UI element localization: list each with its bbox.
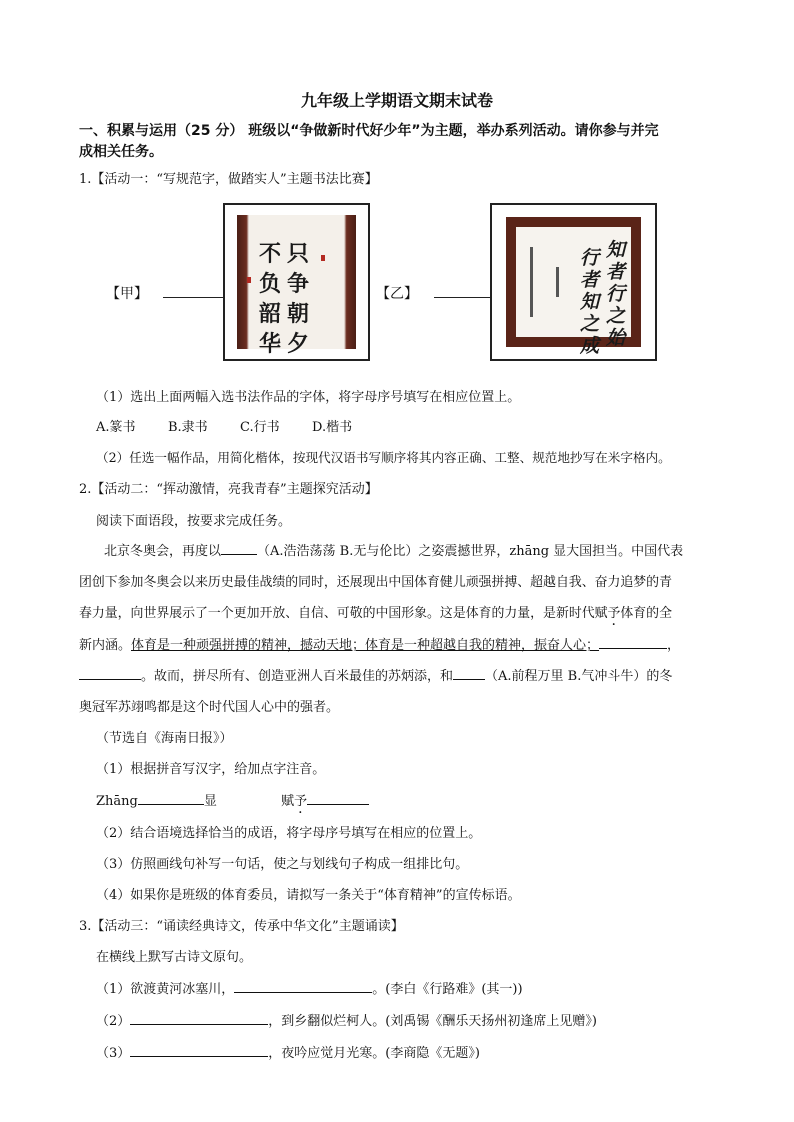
blank-idiom-1[interactable] (221, 540, 257, 555)
art-yi-char: 行 (606, 283, 626, 305)
art-yi-char: 知 (606, 239, 626, 261)
art-jia-char: 夕 (287, 331, 310, 357)
poem-line-1: （1）欲渡黄河冰塞川， 。(李白《行路难》(其一)) (96, 978, 523, 997)
answer-yu-pinyin[interactable] (307, 790, 369, 805)
q2-sub3: （3）仿照画线句补写一句话，使之与划线句子构成一组排比句。 (96, 857, 469, 872)
art-jia-char: 不 (259, 241, 282, 267)
page-title: 九年级上学期语文期末试卷 (300, 91, 493, 110)
answer-zhang[interactable] (138, 790, 204, 805)
dotted-char-yu: 予 (607, 606, 621, 621)
art-jia-char: 负 (259, 271, 282, 297)
section-heading-line1: 一、积累与运用（25 分） 班级以“争做新时代好少年”为主题，举办系列活动。请你参与并完 (79, 123, 659, 139)
blank-idiom-2[interactable] (453, 665, 485, 680)
passage-line3: 春力量，向世界展示了一个更加开放、自信、可敬的中国形象。这是体育的力量，是新时代赋予体育的全 (79, 606, 672, 621)
seal-stamp-icon (247, 277, 251, 283)
poem-line-3: （3） ，夜吟应觉月光寒。(李商隐《无题》) (96, 1042, 480, 1061)
art-jia-char: 只 (287, 241, 310, 267)
seal-stamp-icon (321, 255, 325, 261)
calligraphy-jia-image (223, 203, 370, 361)
inscription-mark (530, 247, 533, 317)
art-yi-char: 者 (606, 261, 626, 283)
q2-header: 2.【活动二：“挥动激情，亮我青春”主题探究活动】 (79, 482, 378, 497)
art-yi-char: 始 (606, 327, 626, 349)
art-jia-char: 争 (287, 271, 310, 297)
label-jia: 【甲】 (106, 286, 148, 302)
label-yi: 【乙】 (376, 286, 418, 302)
option-a: A.篆书 (96, 420, 136, 435)
art-jia-char: 朝 (287, 301, 310, 327)
art-yi-char: 行 (580, 247, 600, 269)
art-yi-char: 成 (580, 335, 600, 357)
inscription-mark (556, 267, 559, 297)
passage-line2: 团创下参加冬奥会以来历史最佳战绩的同时，还展现出中国体育健儿顽强拼搏、超越自我、奋力追梦的青 (79, 575, 672, 590)
option-c: C.行书 (240, 420, 280, 435)
answer-line-yi[interactable] (434, 297, 490, 298)
answer-line-jia[interactable] (163, 297, 223, 298)
option-b: B.隶书 (168, 420, 208, 435)
q2-sub2: （2）结合语境选择恰当的成语，将字母序号填写在相应的位置上。 (96, 826, 482, 841)
underlined-sentence: 体育是一种顽强拼搏的精神，撼动天地；体育是一种超越自我的精神，振奋人心； (131, 638, 600, 653)
poem-blank-2[interactable] (130, 1010, 268, 1025)
q3-intro: 在横线上默写古诗文原句。 (96, 950, 253, 965)
blank-parallel-1[interactable] (599, 634, 667, 649)
q2-intro: 阅读下面语段，按要求完成任务。 (96, 514, 292, 529)
pinyin-row: Zhāng 显 赋予 (96, 790, 369, 809)
blank-parallel-2[interactable] (79, 665, 141, 680)
q2-sub4: （4）如果你是班级的体育委员，请拟写一条关于“体育精神”的宣传标语。 (96, 888, 521, 903)
option-d: D.楷书 (312, 420, 353, 435)
section-heading-line2: 成相关任务。 (79, 144, 163, 160)
q1-sub2: （2）任选一幅作品，用简化楷体，按现代汉语书写顺序将其内容正确、工整、规范地抄写在米字格内。 (96, 450, 671, 465)
poem-blank-1[interactable] (234, 978, 372, 993)
q2-sub1: （1）根据拼音写汉字，给加点字注音。 (96, 762, 326, 777)
art-yi-char: 知 (580, 291, 600, 313)
passage-line4: 新内涵。体育是一种顽强拼搏的精神，撼动天地；体育是一种超越自我的精神，振奋人心； ， (79, 634, 680, 653)
passage-source: （节选自《海南日报》） (96, 731, 233, 746)
passage-line1: 北京冬奥会，再度以 （A.浩浩荡荡 B.无与伦比）之姿震撼世界，zhāng 显大国担当。中国代表 (104, 540, 683, 559)
poem-line-2: （2） ，到乡翻似烂柯人。(刘禹锡《酬乐天扬州初逢席上见赠》) (96, 1010, 597, 1029)
q1-header: 1.【活动一：“写规范字，做踏实人”主题书法比赛】 (79, 172, 378, 187)
passage-line6: 奥冠军苏翊鸣都是这个时代国人心中的强者。 (79, 700, 340, 715)
art-jia-char: 韶 (259, 301, 282, 327)
passage-line5: 。故而，拼尽所有、创造亚洲人百米最佳的苏炳添，和 （A.前程万里 B.气冲斗牛）的冬 (79, 665, 672, 684)
art-yi-char: 者 (580, 269, 600, 291)
art-jia-char: 华 (259, 331, 282, 357)
q3-header: 3.【活动三：“诵读经典诗文，传承中华文化”主题诵读】 (79, 919, 404, 934)
q1-sub1: （1）选出上面两幅入选书法作品的字体，将字母序号填写在相应位置上。 (96, 390, 521, 405)
poem-blank-3[interactable] (130, 1042, 268, 1057)
dotted-char-yu-2: 予 (294, 794, 308, 809)
art-yi-char: 之 (580, 313, 600, 335)
calligraphy-yi-image (490, 203, 657, 361)
art-yi-char: 之 (606, 305, 626, 327)
